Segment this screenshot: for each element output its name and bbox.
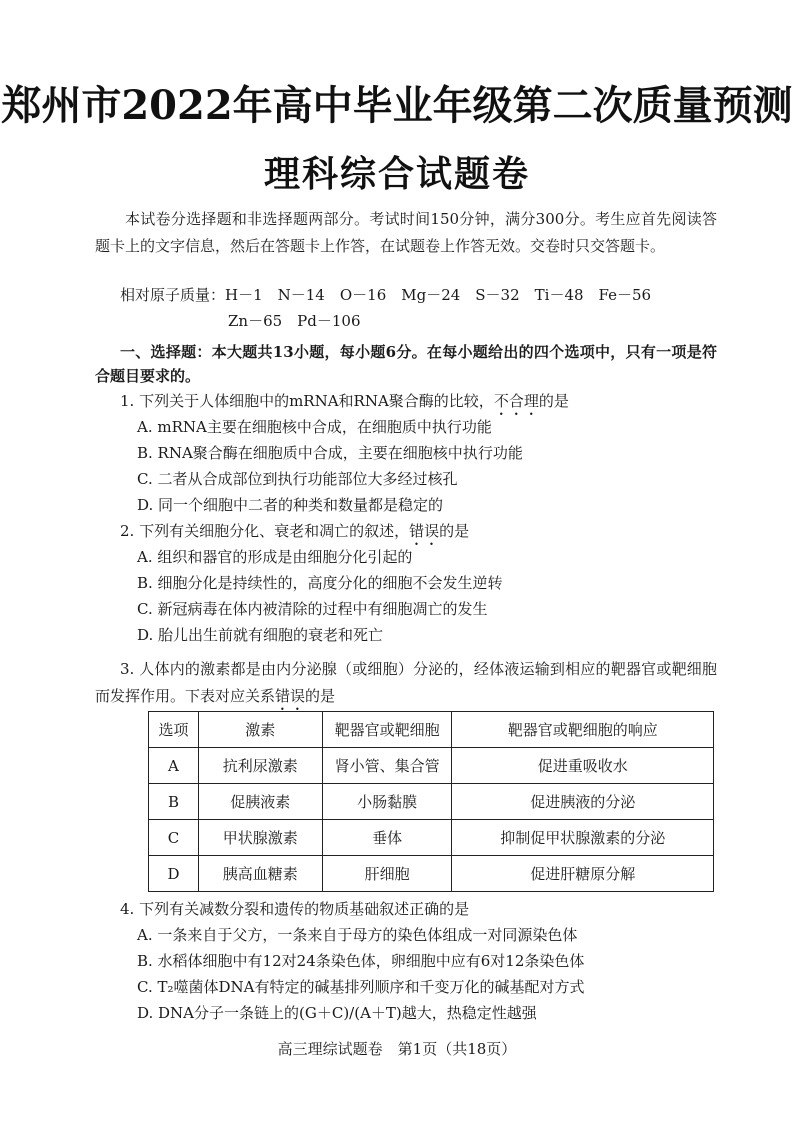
page-footer: 高三理综试题卷 第1页（共18页）	[277, 1040, 517, 1058]
table-cell: 肾小管、集合管	[322, 748, 452, 784]
atomic-mass-values: H－1 N－14 O－16 Mg－24 S－32 Ti－48 Fe－56	[225, 286, 652, 304]
q3-stem-prefix: 3. 人体内的激素都是由内分泌腺（或细胞）分泌的，经体液运输到相应的靶器官或靶细胞而发挥作用。下表对应关系	[95, 660, 717, 705]
q1-stem-suffix: 的是	[538, 392, 569, 410]
table-row	[149, 784, 714, 820]
table-cell: 甲状腺激素	[198, 820, 322, 856]
q3-stem-suffix: 的是	[305, 687, 336, 705]
q1-option-a: A. mRNA主要在细胞核中合成，在细胞质中执行功能	[137, 418, 492, 436]
table-header-cell: 激素	[198, 712, 322, 748]
question-4-stem: 4. 下列有关减数分裂和遗传的物质基础叙述正确的是	[120, 900, 470, 918]
q2-stem-suffix: 的是	[439, 522, 470, 540]
table-row	[149, 820, 714, 856]
table-header-cell: 靶器官或靶细胞	[322, 712, 452, 748]
exam-title: 郑州市2022年高中毕业年级第二次质量预测	[1, 82, 793, 129]
atomic-masses-line1	[120, 282, 651, 308]
table-cell: 促胰液素	[198, 784, 322, 820]
q2-option-c: C. 新冠病毒在体内被清除的过程中有细胞凋亡的发生	[137, 600, 488, 618]
q4-option-d: D. DNA分子一条链上的(G＋C)/(A＋T)越大，热稳定性越强	[137, 1004, 537, 1022]
table-cell: 肝细胞	[322, 856, 452, 892]
table-cell: 抗利尿激素	[198, 748, 322, 784]
q2-option-d: D. 胎儿出生前就有细胞的衰老和死亡	[137, 626, 384, 644]
question-3-stem	[95, 656, 717, 714]
q1-option-d: D. 同一个细胞中二者的种类和数量都是稳定的	[137, 496, 444, 514]
q2-option-b: B. 细胞分化是持续性的，高度分化的细胞不会发生逆转	[137, 574, 503, 592]
q1-option-c: C. 二者从合成部位到执行功能部位大多经过核孔	[137, 470, 458, 488]
q4-option-a: A. 一条来自于父方，一条来自于母方的染色体组成一对同源染色体	[137, 926, 578, 944]
table-cell: 垂体	[322, 820, 452, 856]
table-cell: 促进重吸收水	[452, 748, 714, 784]
q4-option-c: C. T₂噬菌体DNA有特定的碱基排列顺序和千变万化的碱基配对方式	[137, 978, 585, 996]
table-row	[149, 748, 714, 784]
q2-stem-emphasis: 错误	[409, 522, 440, 540]
q1-stem-prefix: 1. 下列关于人体细胞中的mRNA和RNA聚合酶的比较，	[120, 392, 494, 410]
q3-stem-emphasis: 错误	[275, 687, 306, 705]
table-cell: 抑制促甲状腺激素的分泌	[452, 820, 714, 856]
table-cell: 促进肝糖原分解	[452, 856, 714, 892]
q4-option-b: B. 水稻体细胞中有12对24条染色体，卵细胞中应有6对12条染色体	[137, 952, 585, 970]
table-cell: D	[149, 856, 199, 892]
table-cell: C	[149, 820, 199, 856]
table-header-cell: 靶器官或靶细胞的响应	[452, 712, 714, 748]
section-heading: 一、选择题：本大题共13小题，每小题6分。在每小题给出的四个选项中，只有一项是符合题目要求的。	[95, 343, 717, 385]
table-cell: A	[149, 748, 199, 784]
q1-stem-emphasis: 不合理	[493, 392, 539, 410]
table-row	[149, 856, 714, 892]
q2-stem-prefix: 2. 下列有关细胞分化、衰老和凋亡的叙述，	[120, 522, 410, 540]
exam-subtitle: 理科综合试题卷	[263, 153, 530, 195]
q2-option-a: A. 组织和器官的形成是由细胞分化引起的	[137, 548, 413, 566]
table-header-cell: 选项	[149, 712, 199, 748]
table-cell: 促进胰液的分泌	[452, 784, 714, 820]
table-cell: B	[149, 784, 199, 820]
hormone-table	[148, 711, 714, 892]
atomic-masses-line2: Zn－65 Pd－106	[228, 312, 361, 330]
atomic-mass-label: 相对原子质量：	[120, 286, 226, 304]
table-cell: 小肠黏膜	[322, 784, 452, 820]
exam-instructions: 本试卷分选择题和非选择题两部分。考试时间150分钟，满分300分。考生应首先阅读答题卡上的文字信息，然后在答题卡上作答，在试题卷上作答无效。交卷时只交答题卡。	[95, 210, 717, 255]
table-cell: 胰高血糖素	[198, 856, 322, 892]
q1-option-b: B. RNA聚合酶在细胞质中合成，主要在细胞核中执行功能	[137, 444, 523, 462]
table-header-row	[149, 712, 714, 748]
